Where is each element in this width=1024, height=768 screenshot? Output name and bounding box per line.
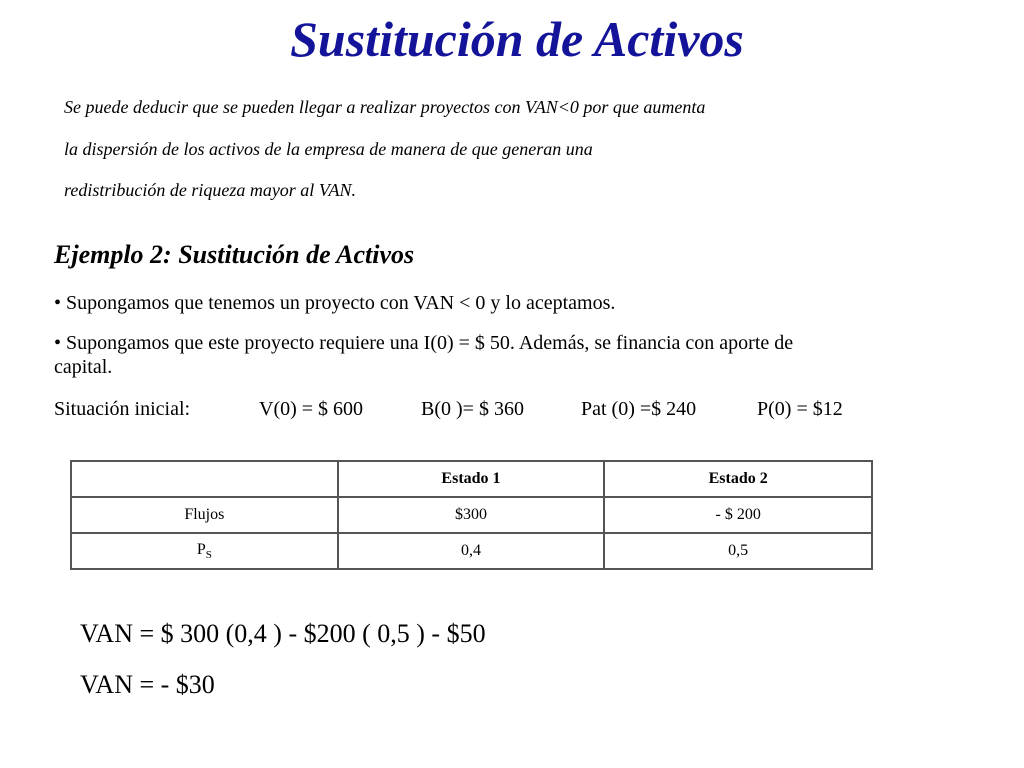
- van-result: VAN = - $30: [80, 670, 215, 699]
- states-table: [70, 460, 873, 570]
- table-cell: $300: [338, 497, 605, 533]
- table-row: [71, 533, 872, 569]
- intro-line-3: redistribución de riqueza mayor al VAN.: [64, 180, 356, 200]
- table-header-cell: Estado 2: [604, 461, 872, 497]
- page-title: Sustitución de Activos: [290, 11, 744, 67]
- bullet-item-investment-continuation: capital.: [54, 356, 113, 378]
- bullet-item-investment: • Supongamos que este proyecto requiere una I(0) = $ 50. Además, se financia con aporte de: [54, 332, 794, 354]
- initial-value-v: V(0) = $ 600: [259, 398, 364, 420]
- initial-value-p: P(0) = $12: [757, 398, 843, 420]
- van-formula: VAN = $ 300 (0,4 ) - $200 ( 0,5 ) - $50: [80, 619, 486, 648]
- initial-situation-label: Situación inicial:: [54, 398, 191, 420]
- table-cell: - $ 200: [604, 497, 872, 533]
- table-header-row: [71, 461, 872, 497]
- probability-subscript: S: [205, 549, 212, 562]
- table-cell: 0,4: [338, 533, 605, 569]
- intro-line-2: la dispersión de los activos de la empresa de manera de que generan una: [64, 139, 593, 159]
- example-title: Ejemplo 2: Sustitución de Activos: [54, 240, 415, 269]
- probability-symbol: P: [196, 540, 206, 558]
- bullet-item-project-van: • Supongamos que tenemos un proyecto con VAN < 0 y lo aceptamos.: [54, 292, 616, 314]
- table-row-label: Flujos: [71, 497, 338, 533]
- initial-value-b: B(0 )= $ 360: [421, 398, 524, 420]
- intro-line-1: Se puede deducir que se pueden llegar a realizar proyectos con VAN<0 por que aumenta: [64, 97, 706, 117]
- table-cell: 0,5: [604, 533, 872, 569]
- table-row: [71, 497, 872, 533]
- initial-value-pat: Pat (0) =$ 240: [581, 398, 697, 420]
- table-header-cell: Estado 1: [338, 461, 605, 497]
- table-row-label: [71, 533, 338, 569]
- table-header-cell: [71, 461, 338, 497]
